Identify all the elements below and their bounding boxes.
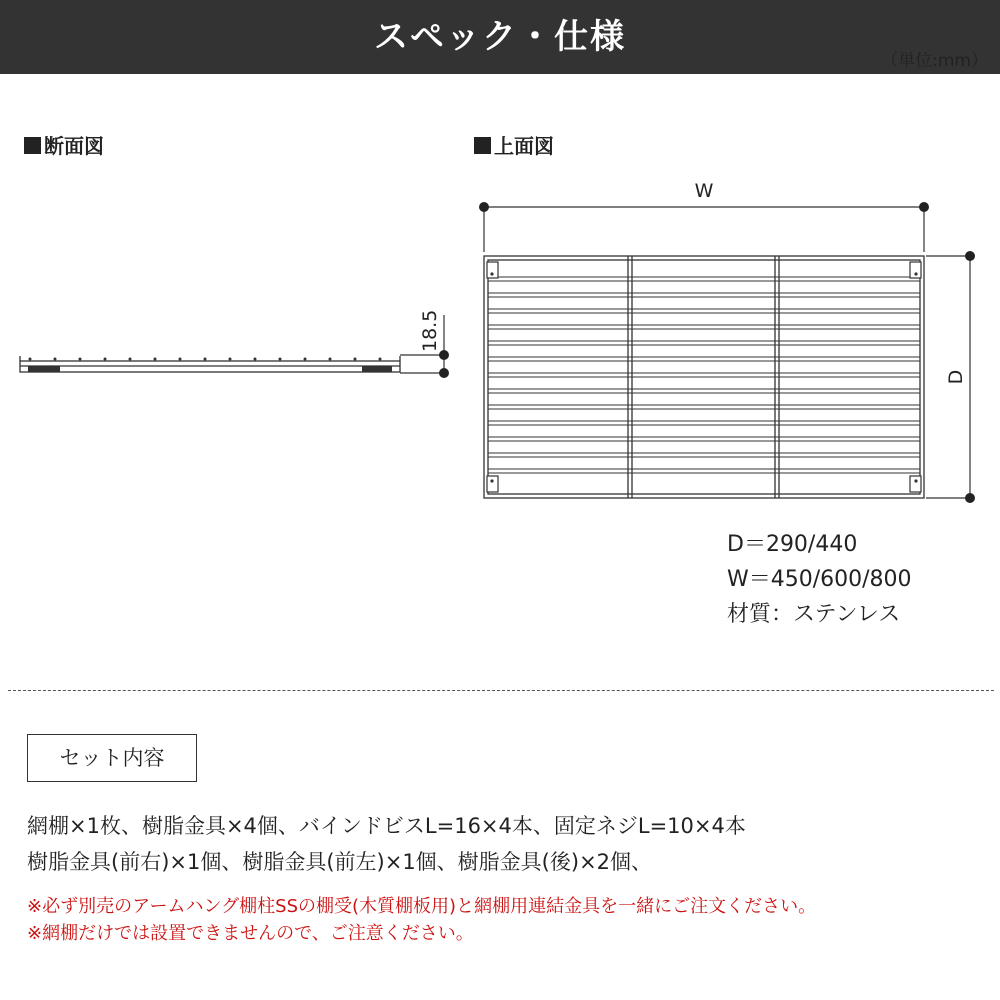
spec-list xyxy=(727,527,912,632)
caution-note: ※網棚だけでは設置できませんので、ご注意ください。 xyxy=(27,923,474,944)
spec-material: 材質：ステンレス xyxy=(727,602,901,627)
dimension-dot xyxy=(965,493,975,503)
spec-depth: D＝290/440 xyxy=(727,532,858,557)
page-title: スペック・仕様 xyxy=(374,17,626,57)
height-dimension-text: 18.5 xyxy=(419,309,441,352)
set-contents-line: 網棚×1枚、樹脂金具×4個、バインドビスL=16×4本、固定ネジL=10×4本 xyxy=(27,814,746,838)
width-dimension-line xyxy=(484,207,924,252)
spec-width: W＝450/600/800 xyxy=(727,567,912,592)
set-contents-list xyxy=(27,808,746,880)
top-view-label: 上面図 xyxy=(494,134,554,158)
caution-notes xyxy=(27,893,816,947)
dashed-divider xyxy=(8,690,994,691)
dimension-dot xyxy=(919,202,929,212)
dimension-dot xyxy=(479,202,489,212)
cross-section-label: 断面図 xyxy=(44,134,104,158)
caution-note: ※必ず別売のアームハング棚柱SSの棚受(木質棚板用)と網棚用連結金具を一緒にご注文ください。 xyxy=(27,896,817,917)
depth-dimension-text: D xyxy=(945,369,967,385)
unit-note: （単位:mm） xyxy=(881,51,988,71)
set-contents-line: 樹脂金具(前右)×1個、樹脂金具(前左)×1個、樹脂金具(後)×2個、 xyxy=(27,850,653,874)
set-contents-heading: セット内容 xyxy=(27,734,197,782)
width-dimension-text: W xyxy=(694,180,714,202)
dimension-dot xyxy=(965,251,975,261)
